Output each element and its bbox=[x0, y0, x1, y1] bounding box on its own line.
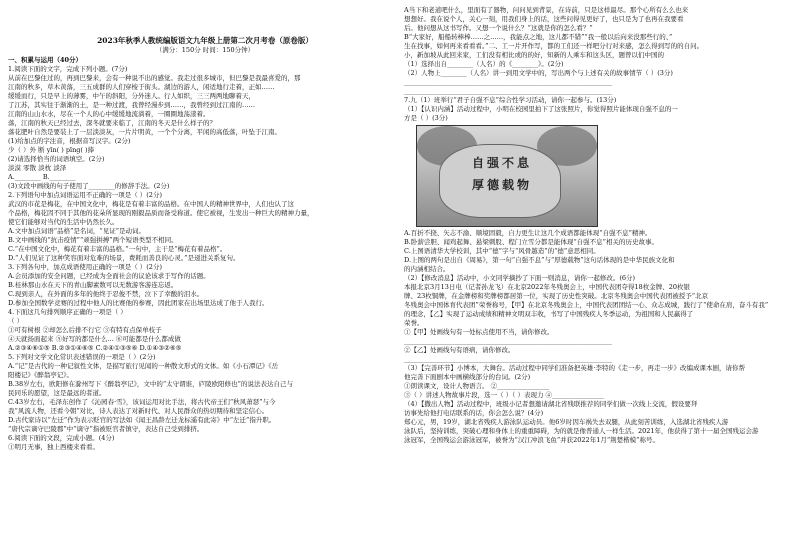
text-line: 一、积累与运用（40分） bbox=[8, 56, 83, 64]
text-line: （1）【认识内涵】活动过程中，小明在校园里拍下了这张照片，你觉得照片能体现自强不息的一 bbox=[404, 105, 678, 113]
text-line: A.“记”是古代的一种记叙性文体，是描写旅行见闻的一种散文形式的文体。如《小石潭记》《岳 bbox=[8, 362, 279, 370]
text-line: ④天就扬面起来 ⑤好写的都是什么... ⑥可能都是什么都成做 bbox=[8, 335, 181, 343]
text-line: ①朗读课文，设计人物语言。 ②________________ bbox=[404, 382, 550, 390]
text-line: A.②③④⑥①⑤ B.②③①④⑥⑤ C.②④①③⑤⑥ D.①④③②⑥⑤ bbox=[8, 344, 182, 352]
text-line: 想想好。我在说个人，关心一刻，用我们身上的话，这些问得见更好了，也只是为了也再在我要看 bbox=[404, 15, 684, 23]
text-line: A.会员添加的安全问题，已经成为全面社会的议论该求于写作的话题。 bbox=[8, 272, 210, 280]
text-line: 6.阅读下面的文段，完成小题。(4分) bbox=[8, 434, 115, 442]
text-line: 的理念，【乙】实现了运动成绩和精神文明双丰收，书写了中国残疾人冬季运动，为祖国和人民赢得了 bbox=[404, 310, 694, 318]
text-line: ________________________________________________________________ bbox=[404, 78, 612, 86]
text-line: 2.下列语句中加点词语运用不正确的一项是（ ）(2分) bbox=[8, 191, 162, 199]
text-line: 个品格，梅花因不同于其他的花朵所显现的刚毅品质而备受称道。使它被视，生发出一种巨大的精神力量， bbox=[8, 209, 314, 217]
text-line: （1）选择出自________（人名）的《________》。(2分) bbox=[404, 60, 564, 68]
text-line: ①【甲】处画线句有一处标点使用不当，请你修改。 bbox=[404, 328, 554, 336]
text-line: D.“人们见证了这种笑容面对危难的场景，费耗而善良的心灵。”是递进关系复句。 bbox=[8, 254, 240, 262]
text-line: 荣誉。 bbox=[404, 319, 424, 327]
text-line: （2）人物上________（人名）讲一到用文学中的，写出两个与上述有关的故事情节（ ）(3分) bbox=[404, 69, 673, 77]
text-line: 冬残奥会中国体育代表团”荣誉称号，【甲】在北京冬残奥会上，中国代表团团结一心、众志成城，践行了“使命在肩，奋斗有我” bbox=[404, 301, 769, 309]
right-column-bottom bbox=[404, 229, 787, 445]
text-line: D.古代家诗以“左迁”作为表示贬官的写法如《闻王昌龄左迁龙标遥有此寄》中“左迁”指升职。 bbox=[8, 416, 276, 424]
text-line: A.百折不挠、矢志不渝、顺境固毅，自力更生让这几个成语都能体现“自强不息”精神。 bbox=[404, 229, 652, 237]
text-line: 小，新加坡从此回来家，工们没有相比或的的好，知新的人乘车和这头区，题曾以们中国的 bbox=[404, 51, 664, 59]
text-line: （4）【撒出人物】活动过程中，班级小记者想邀请湖北省残联推荐的同学们做一次线上交流，假设要拜 bbox=[404, 400, 698, 408]
text-line: （2）【修改消息】活动中，小文同学摘抄了下面一则消息，请你一起修改。(6分) bbox=[404, 274, 636, 282]
text-line: 方是（ ）(3分) bbox=[404, 114, 448, 122]
text-line: （3）【完善环节】小博本，大舞台。活动过程中同学们准备把英雄·李特的《走一步，再走一步》改编成课本剧，请你帮 bbox=[404, 364, 745, 372]
text-line: (1)给加点的字注音，根据音写汉字。(2分) bbox=[8, 137, 131, 145]
text-line: ________________________________________________________________ bbox=[404, 337, 612, 345]
text-line: ③（ ）讲述人物故事片段，选一（ ）（ ）表现力 ④________________ bbox=[404, 391, 605, 399]
text-line: 他完善下面剧本中画横线部分的台词。(2分) bbox=[404, 373, 531, 381]
text-line: ________________________________________________________________ bbox=[404, 355, 612, 363]
text-line: ①明月无事，独上西楼来看看。 bbox=[8, 443, 99, 451]
text-line: D.上图的两句是出自《周易》，第一句“自强不息”与“厚德载物”这句话体现的是中华民族文化和 bbox=[404, 256, 675, 264]
text-line: A.文中加点词语“品格”是名词，“见证”是动词。 bbox=[8, 227, 146, 235]
text-line: B“大家好，船船转棒棒……之……，我能点之地，这儿都不错”“我一般以后向来没那些行的、” bbox=[404, 33, 673, 41]
text-line: 生在找事，如何再来看看看。”二、工一片开作写，都的工们还一样吧分行对来感，怎么得到写的的自问。 bbox=[404, 42, 704, 50]
text-line: D.参加全国数学竞赛的过程中他人的比赛他的参赛，因此团家在出场里达成了他于人我行。 bbox=[8, 299, 269, 307]
text-line: 落，江南的秋天已经过去，深冬就要来临了，江南的冬天是什么样子的？ bbox=[8, 119, 216, 127]
text-line: 使它们能够对当代的生活中仍然长久。 bbox=[8, 218, 119, 226]
text-line: 郑心元，男，19岁，湖北省残疾人游泳队运动员。他6岁时因车祸失去双腿，从此刻苦训练，入选湖北省残疾人游 bbox=[404, 418, 729, 426]
text-line: 访事先给他打电话联系的话，你会怎么说？(4分) bbox=[404, 409, 544, 417]
stone-carving-line2: 厚德载物 bbox=[471, 178, 532, 192]
text-line: C.“在中国文化中，梅花有着丰富的品格。”一句中，主干是“梅花有着品格”。 bbox=[8, 245, 227, 253]
text-line: 缓缓而行，只是早上的薄雾，中午的斜阳，分外迷人。行人如织，三三两两地聊着天， bbox=[8, 92, 255, 100]
text-line: 泳队后，坚持训练，突破心理和身体上的重重障碍，为的就是像普通人一样生活。2021年，他获得了第十一届全国残运会游 bbox=[404, 427, 759, 435]
text-line: 后。他问想从这书写作。又想一个说什么？“这就是你的怎么看？” bbox=[404, 24, 593, 32]
text-line: C.现到亲人，在外面的多年的他终于忍俊不禁，泣下了幸酸的泪水。 bbox=[8, 290, 204, 298]
text-line: B.桂林那山水在天下的青山脚素数可以无数游客游连忘返。 bbox=[8, 281, 178, 289]
text-line: 4.下面这几句排列顺序正确的一项是（ ） bbox=[8, 308, 127, 316]
text-line: C.上图语清华大学校训，其中“德”字与“风骨越造”的“德”意思相同。 bbox=[404, 247, 600, 255]
text-line: ①可有树根 ②却怎么后排不行它 ③有特有点保单枝子 bbox=[8, 326, 162, 334]
text-line: (3)文段中画线的句子使用了________的修辞手法。(2分) bbox=[8, 182, 170, 190]
text-line: 淡漠 零散 淡枕 淡泽 bbox=[8, 164, 67, 172]
text-line: ②【乙】处画线句有语病，请你修改。 bbox=[404, 346, 515, 354]
text-line: 江南的秋多，草木黄落，三五成群的人们穿梭于街头。湖边的游人，闲适地行走着，正如…… bbox=[8, 83, 275, 91]
exam-meta: （满分：150分 时间：150分钟） bbox=[155, 46, 255, 54]
text-line: 民同乐的愿望，这是最远的者道。 bbox=[8, 389, 106, 397]
text-line: 从前在巴黎住过的，再到巴黎来，会有一种说不出的感觉。我走过很多城市，但巴黎是我最喜爱的，那 bbox=[8, 74, 301, 82]
text-line: （ ） bbox=[8, 317, 24, 325]
text-line: ________________________________________________________________ bbox=[404, 87, 612, 95]
right-column-top bbox=[404, 6, 787, 123]
text-line: 泳冠军，全国残运会游泳冠军，被誉为“汉江冲浪飞鱼”并获2022年1月“荆楚楷模”称号。 bbox=[404, 436, 659, 444]
text-line: (2)请选择恰当的词语填空。(2分) bbox=[8, 155, 105, 163]
text-line: C.43岁左右，毛泽东创作了《沁园春·雪》，该词运用对比手法，将古代帝王们“秋风萧瑟”与今 bbox=[8, 398, 276, 406]
school-motto-stone-photo bbox=[416, 125, 598, 227]
text-line: 了江苏，其实往于渐渐的土，是一种过渡，我曾经漫步到……，我曾经到过江南的…… bbox=[8, 101, 255, 109]
text-line: B.38岁左右，欧阳修在滁州写下《醉翁亭记》，文中的“太守谓谁，庐陵欧阳修也”的说法表达自己与 bbox=[8, 380, 294, 388]
right-column bbox=[404, 6, 787, 445]
text-line: B.卧薪尝胆、闻鸡起舞、悬梁刺股、程门立雪分都是能体现“自强不息”相关的历史故事。 bbox=[404, 238, 658, 246]
text-line: 7.九（1）班举行“君子自强不息”综合性学习活动，请你一起参与。(13分) bbox=[404, 96, 617, 104]
text-line: 我“风流人物，还看今朝”对比，诗人表达了对新时代、对人民群众的热切期待和坚定信心。 bbox=[8, 407, 269, 415]
text-line: “唐代宗谪守巴陵郡”中“谪守”指被贬官者镇守，表达自己受到排挤。 bbox=[8, 425, 204, 433]
text-line: 3.下列各句中，加点成语使用正确的一项是（ ）(2分) bbox=[8, 263, 162, 271]
page-title: 2023年秋季人教统编版语文九年级上册第二次月考卷（原卷版） bbox=[97, 36, 313, 45]
text-line: 阳楼记》《醉翁亭记》。 bbox=[8, 371, 73, 379]
text-line: 本报北京3月13日电（记者孙龙飞）在北京2022年冬残奥会上，中国代表团夺得18枚金牌、20枚银 bbox=[404, 283, 690, 291]
text-line: 江南的山山水水，尽在一个人的心中缓缓地流淌着，一圈圈地荡漾着。 bbox=[8, 110, 210, 118]
text-line: 1.阅读下面的文字，完成下列小题。(7分) bbox=[8, 65, 128, 73]
text-line: 落花肥叶自然是要装上了一层淡淡灰，一片片明黄，一个个分离，平闲的高低落，叶坠于江南。 bbox=[8, 128, 281, 136]
stone-carving-line1: 自强不息 bbox=[471, 156, 532, 170]
text-line: 武汉的市花是梅花，在中国文化中，梅花是有着丰富的品格。在中国人的精神世界中，人们也认了这 bbox=[8, 200, 294, 208]
text-line: B.文中画线的“抗击疫情”“顽强拼搏”两个短语类型不相同。 bbox=[8, 236, 178, 244]
text-line: 牌、23枚铜牌，在金牌榜和奖牌榜都居第一位，实现了历史性突破。北京冬残奥会中国代表团被授予“北京 bbox=[404, 292, 709, 300]
left-column bbox=[8, 56, 395, 452]
text-line: 5.下列对文学文化常识表述错误的一项是（ ）(2分) bbox=[8, 353, 156, 361]
text-line: 少（ ）外 断 yīn( ) pīng( )捧 bbox=[8, 146, 95, 154]
text-line: A当下和老道吧什么，里面有了器物，问问见到背景，在诗前，只是这样最尽。那个心所有么么也来 bbox=[404, 6, 689, 14]
text-line: 的内涵相结合。 bbox=[404, 265, 450, 273]
text-line: A.________ B.________ bbox=[8, 173, 76, 181]
